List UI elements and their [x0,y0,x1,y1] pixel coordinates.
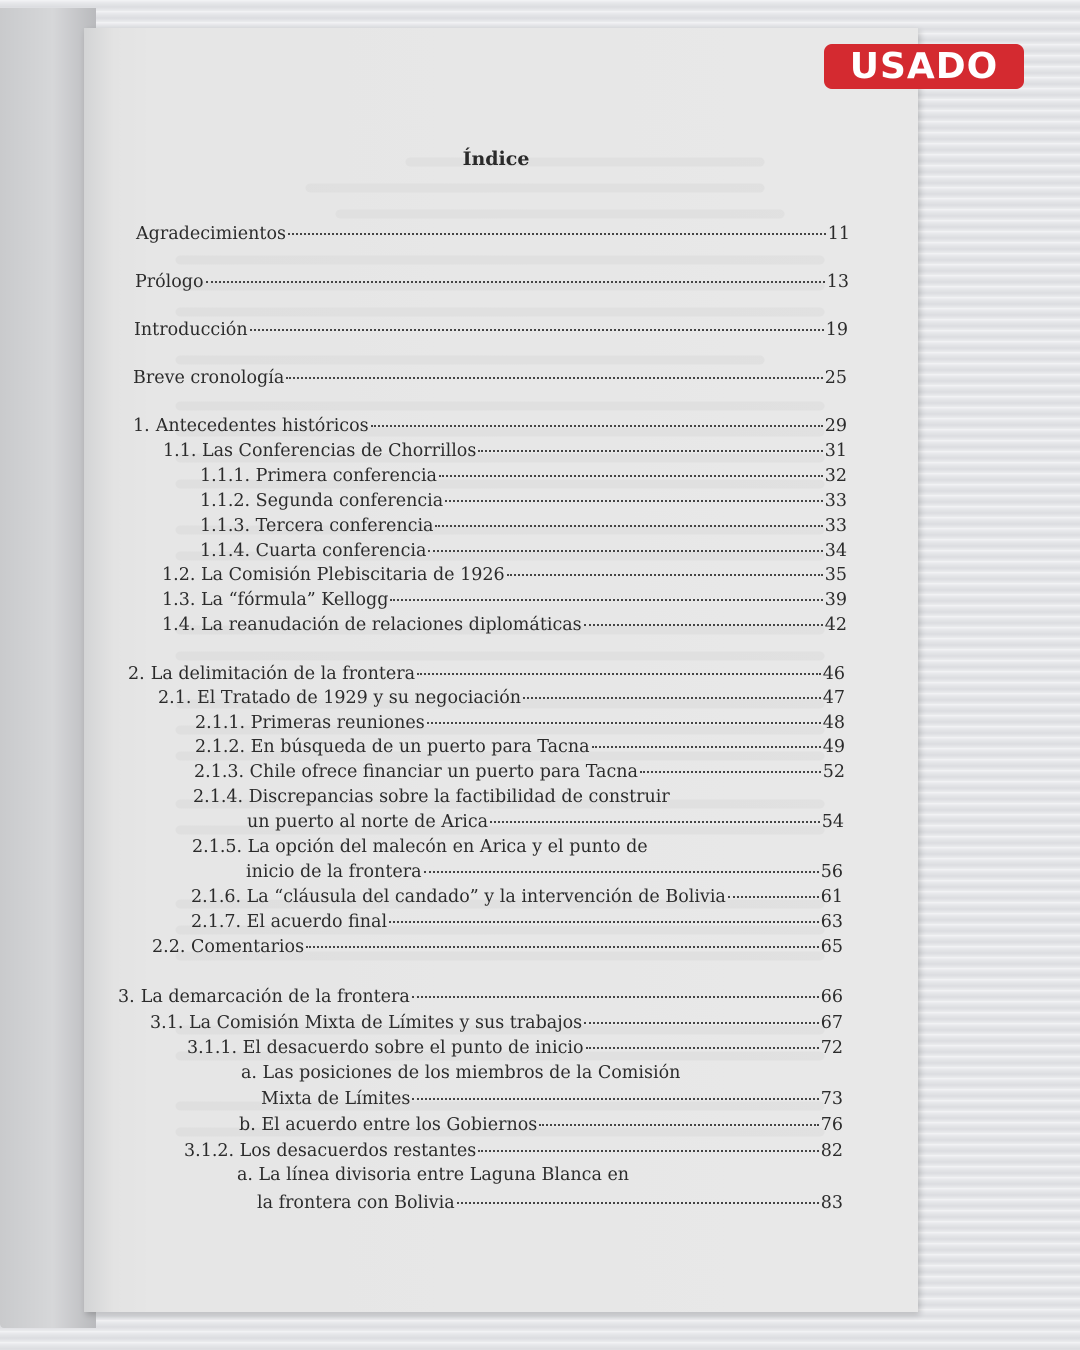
leader-dots [640,771,821,773]
entry-page: 52 [822,762,845,782]
entry-label: 2.1.7. El acuerdo final [191,912,388,932]
toc-entry [194,762,845,782]
entry-label: La delimitación de la frontera [150,664,416,684]
leader-dots [288,233,826,235]
toc-entry [200,491,847,511]
toc-entry [134,320,848,340]
toc-entry [247,812,844,832]
entry-label: la frontera con Bolivia [257,1193,455,1213]
entry-page: 76 [820,1115,843,1135]
toc-entry [200,516,847,536]
entry-page: 63 [820,912,843,932]
leader-dots [592,746,821,748]
entry-label: inicio de la frontera [246,862,422,882]
toc-entry [152,937,843,957]
entry-label: 1.1.1. Primera conferencia [200,466,437,486]
entry-label: La demarcación de la frontera [140,987,410,1007]
chapter-number: 1. [133,416,150,436]
leader-dots [586,1047,819,1049]
entry-page: 42 [824,615,847,635]
entry-page: 39 [824,590,847,610]
leader-dots [306,946,819,948]
entry-label: 2.1.6. La “cláusula del candado” y la intervención de Bolivia [191,887,726,907]
entry-label: 3.1.2. Los desacuerdos restantes [184,1141,477,1161]
entry-page: 13 [826,272,849,292]
entry-page: 46 [822,664,845,684]
entry-label: 1.4. La reanudación de relaciones diplomáticas [162,615,582,635]
leader-dots [417,673,821,675]
leader-dots [584,1022,819,1024]
entry-label: Prólogo [135,272,204,292]
toc-entry [158,688,845,708]
leader-dots [286,377,822,379]
entry-page: 48 [822,713,845,733]
toc-entry-first-line: 2.1.5. La opción del malecón en Arica y el punto de [192,837,648,857]
toc-entry [195,713,845,733]
entry-page: 54 [821,812,844,832]
entry-page: 47 [822,688,845,708]
entry-page: 73 [820,1089,843,1109]
entry-label: 2.2. Comentarios [152,937,305,957]
toc-entry [187,1038,843,1058]
entry-page: 32 [824,466,847,486]
toc-entry [200,541,847,561]
toc-entry [246,862,843,882]
toc-entry [150,1013,843,1033]
leader-dots [412,1098,818,1100]
leader-dots [478,450,822,452]
entry-label: 2.1. El Tratado de 1929 y su negociación [158,688,522,708]
leader-dots [478,1150,819,1152]
toc-entry [239,1115,843,1135]
entry-page: 56 [820,862,843,882]
toc-entry [195,737,845,757]
used-badge: USADO [824,44,1024,89]
leader-dots [457,1202,819,1204]
entry-page: 31 [824,441,847,461]
entry-page: 11 [827,224,850,244]
toc-entry [133,368,847,388]
leader-dots [435,525,822,527]
entry-page: 34 [824,541,847,561]
entry-page: 67 [820,1013,843,1033]
entry-page: 66 [820,987,843,1007]
leader-dots [390,599,822,601]
entry-label: Antecedentes históricos [155,416,369,436]
entry-label: 2.1.2. En búsqueda de un puerto para Tacna [195,737,590,757]
entry-label: 1.2. La Comisión Plebiscitaria de 1926 [162,565,505,585]
book-spine-edge [0,8,96,1328]
toc-entry [257,1193,843,1213]
toc-entry-first-line: 2.1.4. Discrepancias sobre la factibilidad de construir [193,787,670,807]
entry-label: Mixta de Límites [261,1089,411,1109]
leader-dots [427,722,821,724]
chapter-number: 3. [118,987,135,1007]
entry-label: Breve cronología [133,368,285,388]
toc-entry [162,590,847,610]
leader-dots [206,281,825,283]
leader-dots [539,1124,818,1126]
index-heading: Índice [462,148,530,170]
entry-label: 2.1.3. Chile ofrece financiar un puerto para Tacna [194,762,638,782]
toc-entry-first-line: a. La línea divisoria entre Laguna Blanca en [237,1165,630,1185]
leader-dots [389,921,819,923]
entry-page: 61 [820,887,843,907]
toc-entry [162,615,847,635]
leader-dots [523,697,821,699]
entry-label: 1.1.3. Tercera conferencia [200,516,434,536]
entry-page: 65 [820,937,843,957]
entry-label: 1.1.4. Cuarta conferencia [200,541,427,561]
leader-dots [584,624,823,626]
entry-label: 1.1. Las Conferencias de Chorrillos [163,441,477,461]
entry-page: 25 [824,368,847,388]
leader-dots [371,425,823,427]
toc-entry [136,224,850,244]
entry-label: 3.1.1. El desacuerdo sobre el punto de inicio [187,1038,584,1058]
toc-entry [200,466,847,486]
leader-dots [507,574,823,576]
entry-label: b. El acuerdo entre los Gobiernos [239,1115,538,1135]
entry-label: un puerto al norte de Arica [247,812,489,832]
chapter-number: 2. [128,664,145,684]
entry-page: 72 [820,1038,843,1058]
leader-dots [428,550,822,552]
toc-chapter [128,664,845,684]
entry-page: 29 [824,416,847,436]
entry-label: Introducción [134,320,248,340]
entry-page: 33 [824,516,847,536]
toc-entry-first-line: a. Las posiciones de los miembros de la Comisión [241,1063,681,1083]
leader-dots [490,821,820,823]
leader-dots [412,996,819,998]
toc-entry [163,441,847,461]
toc-chapter [118,987,843,1007]
entry-label: 1.1.2. Segunda conferencia [200,491,444,511]
toc-entry [162,565,847,585]
leader-dots [439,475,823,477]
entry-page: 19 [825,320,848,340]
leader-dots [424,871,819,873]
toc-chapter [133,416,847,436]
entry-page: 49 [822,737,845,757]
leader-dots [728,896,819,898]
toc-entry [191,912,843,932]
toc-entry [184,1141,843,1161]
leader-dots [445,500,823,502]
entry-label: 1.3. La “fórmula” Kellogg [162,590,389,610]
entry-page: 82 [820,1141,843,1161]
entry-page: 35 [824,565,847,585]
entry-page: 33 [824,491,847,511]
toc-entry [135,272,849,292]
toc-entry [191,887,843,907]
entry-label: 2.1.1. Primeras reuniones [195,713,425,733]
leader-dots [250,329,824,331]
entry-label: 3.1. La Comisión Mixta de Límites y sus trabajos [150,1013,583,1033]
toc-entry [261,1089,843,1109]
entry-label: Agradecimientos [136,224,286,244]
entry-page: 83 [820,1193,843,1213]
